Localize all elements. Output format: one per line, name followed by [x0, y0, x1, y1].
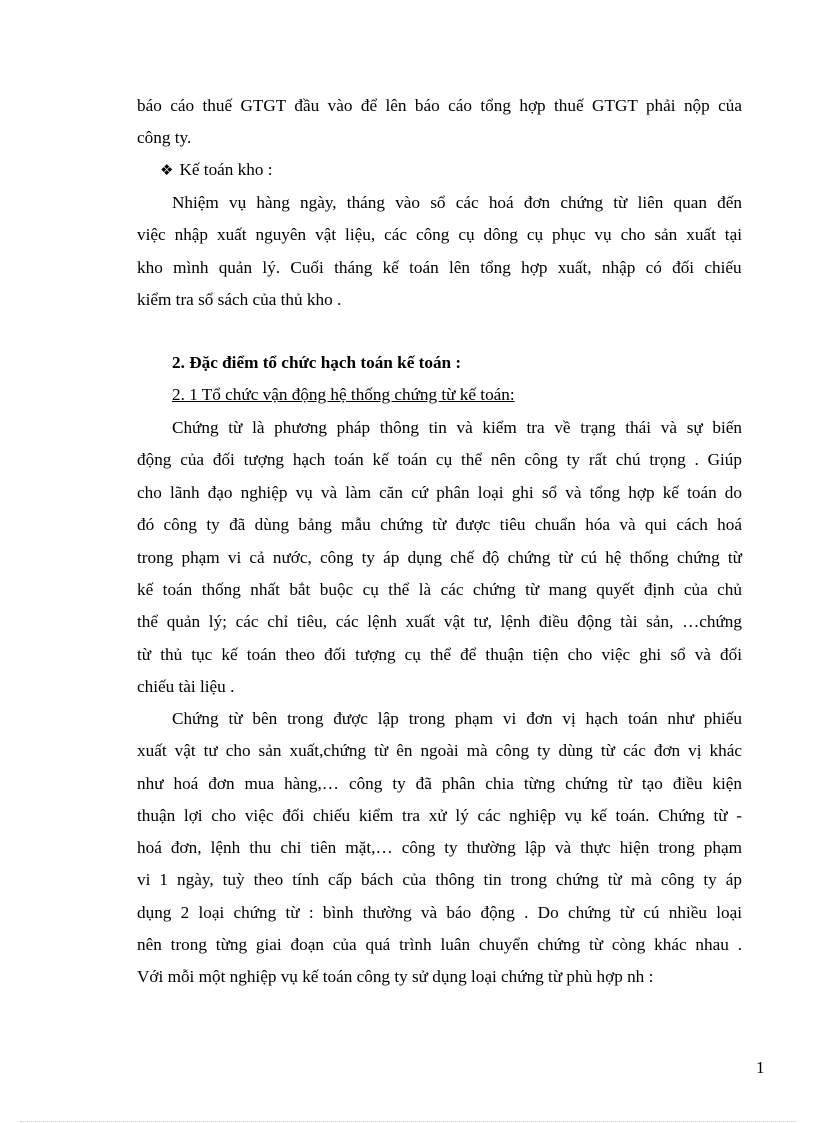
- text-line: hoá đơn, lệnh thu chi tiên mặt,… công ty thường lập và thực hiện trong phạm: [137, 838, 742, 857]
- text-line: thuận lợi cho việc đối chiếu kiểm tra xử lý các nghiệp vụ kế toán. Chứng từ -: [137, 806, 742, 825]
- text-line: kế toán thống nhất bắt buộc cụ thể là các chứng từ mang quyết định của chủ: [137, 580, 742, 599]
- text-line: việc nhập xuất nguyên vật liệu, các công cụ dông cụ phục vụ cho sản xuất tại: [137, 225, 742, 244]
- text-line: kho mình quản lý. Cuối tháng kế toán lên tổng hợp xuất, nhập có đối chiếu: [137, 258, 742, 277]
- subsection-heading: 2. 1 Tổ chức vận động hệ thống chứng từ kế toán:: [172, 385, 515, 404]
- text-line: cho lãnh đạo nghiệp vụ và làm căn cứ phân loại ghi sổ và tổng hợp kế toán do: [137, 483, 742, 502]
- text-line: trong phạm vi cả nước, công ty áp dụng chế độ chứng từ cú hệ thống chứng từ: [137, 548, 742, 567]
- warehouse-heading: [160, 159, 273, 181]
- text-line: chiếu tài liệu .: [137, 677, 235, 696]
- text-line: dụng 2 loại chứng từ : bình thường và báo động . Do chứng từ cú nhiều loại: [137, 903, 742, 922]
- text-line: kiểm tra sổ sách của thủ kho .: [137, 290, 342, 309]
- text-line: báo cáo thuế GTGT đầu vào để lên báo cáo tổng hợp thuế GTGT phải nộp của: [137, 96, 742, 115]
- text-line: từ thủ tục kế toán theo đối tượng cụ thể để thuận tiện cho việc ghi sổ và đối: [137, 645, 742, 664]
- warehouse-heading-text: Kế toán kho :: [179, 160, 273, 179]
- text-line: Với mỗi một nghiệp vụ kế toán công ty sử dụng loại chứng từ phù hợp nh :: [137, 967, 654, 986]
- text-line: công ty.: [137, 128, 192, 147]
- text-line: đó công ty đã dùng bảng mẫu chứng từ được tiêu chuẩn hóa và qui cách hoá: [137, 515, 742, 534]
- page-bottom-divider: [20, 1121, 796, 1122]
- text-line: vi 1 ngày, tuỳ theo tính cấp bách của thông tin trong chứng từ mà công ty áp: [137, 870, 742, 889]
- text-line: nên trong từng giai đoạn của quá trình luân chuyển chứng từ còng khác nhau .: [137, 935, 742, 954]
- text-line: động của đối tượng hạch toán kế toán cụ thể nên công ty rất chú trọng . Giúp: [137, 450, 742, 469]
- text-line: Nhiệm vụ hàng ngày, tháng vào sổ các hoá đơn chứng từ liên quan đến: [172, 193, 742, 212]
- text-line: Chứng từ là phương pháp thông tin và kiểm tra về trạng thái và sự biến: [172, 418, 742, 437]
- diamond-bullet-icon: ❖: [160, 161, 174, 179]
- text-line: Chứng từ bên trong được lập trong phạm vi đơn vị hạch toán như phiếu: [172, 709, 742, 728]
- page-number: 1: [756, 1058, 765, 1077]
- section-heading: 2. Đặc điểm tổ chức hạch toán kế toán :: [172, 353, 462, 372]
- text-line: xuất vật tư cho sản xuất,chứng từ ên ngoài mà công ty dùng từ các đơn vị khác: [137, 741, 742, 760]
- text-line: thể quản lý; các chỉ tiêu, các lệnh xuất vật tư, lệnh điều động tài sản, …chứng: [137, 612, 742, 631]
- text-line: như hoá đơn mua hàng,… công ty đã phân chia từng chứng từ tạo điều kiện: [137, 774, 742, 793]
